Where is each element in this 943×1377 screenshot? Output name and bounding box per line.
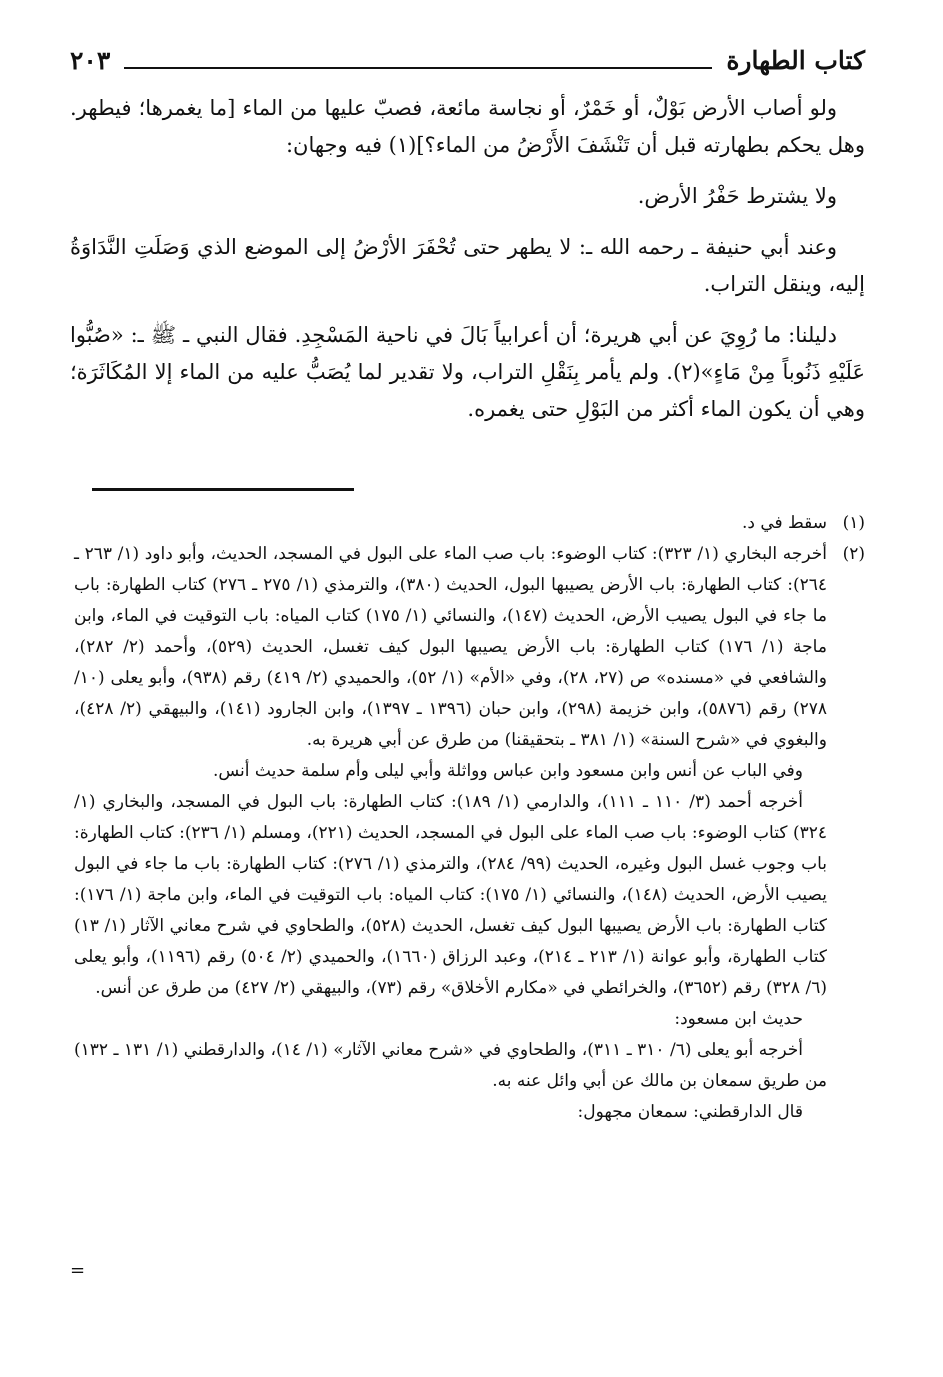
footnote-1 bbox=[74, 508, 865, 539]
main-text bbox=[70, 90, 865, 428]
footnote-2 bbox=[74, 539, 865, 756]
footnote-subheading: حديث ابن مسعود: bbox=[674, 1009, 803, 1029]
footnote-number: (١) bbox=[842, 513, 865, 533]
paragraph: وعند أبي حنيفة ـ رحمه الله ـ: لا يطهر حتى تُحْفَرَ الأرْضُ إلى الموضع الذي وَصَلَتِ النَّدَاوَةُ إليه، وينقل التراب. bbox=[70, 235, 865, 296]
footnote-paragraph: قال الدارقطني: سمعان مجهول: bbox=[577, 1102, 803, 1122]
page-number: ٢٠٣ bbox=[70, 45, 111, 75]
page-header bbox=[70, 40, 865, 80]
paragraph: ولا يشترط حَفْرُ الأرض. bbox=[637, 184, 837, 208]
footnote-paragraph: أخرجه أبو يعلى (٦/ ٣١٠ ـ ٣١١)، والطحاوي في «شرح معاني الآثار» (١/ ١٤)، والدارقطني (١/ ١٣١ ـ ١٣٢) من طريق سمعان بن مالك عن أبي وائل عنه به. bbox=[74, 1040, 827, 1091]
paragraph: ولو أصاب الأرض بَوْلٌ، أو خَمْرٌ، أو نجاسة مائعة، فصبّ عليها من الماء [ما يغمرها؛ فيطهر. وهل يحكم بطهارته قبل أن تَنْشَفَ الأَرْضُ من الماء؟](١) فيه وجهان: bbox=[70, 96, 865, 157]
footnote-separator bbox=[92, 488, 354, 491]
header-rule bbox=[124, 67, 712, 69]
continuation-mark: = bbox=[70, 1260, 86, 1281]
footnote-text: سقط في د. bbox=[741, 513, 827, 533]
footnote-number: (٢) bbox=[842, 544, 865, 564]
paragraph: دليلنا: ما رُوِيَ عن أبي هريرة؛ أن أعرابياً بَالَ في ناحية المَسْجِدِ. فقال النبي ـ ﷺ ـ: «صُبُّوا عَلَيْهِ ذَنُوباً مِنْ مَاءٍ»(٢). ولم يأمر بِنَقْلِ التراب، ولا تقدير لما يُصَبُّ عليه من الماء إلا المُكَاثَرَة؛ وهي أن يكون الماء أكثر من البَوْلِ حتى يغمره. bbox=[70, 323, 865, 421]
footnote-paragraph: أخرجه أحمد (٣/ ١١٠ ـ ١١١)، والدارمي (١/ ١٨٩): كتاب الطهارة: باب البول في المسجد، والبخاري (١/ ٣٢٤) كتاب الوضوء: باب صب الماء على البول في المسجد، الحديث (٢٢١)، ومسلم (١/ ٢٣٦): كتاب الطهارة: باب وجوب غسل البول وغيره، الحديث (٩٩/ ٢٨٤)، والترمذي (١/ ٢٧٦): كتاب الطهارة: باب ما جاء في البول يصيب الأرض، الحديث (١٤٨)، والنسائي (١/ ١٧٥): كتاب المياه: باب التوقيت في الماء، وابن ماجة (١/ ١٧٦): كتاب الطهارة: باب الأرض يصيبها البول كيف تغسل، الحديث (٥٢٨)، والطحاوي في شرح معاني الآثار (١/ ١٣) كتاب الطهارة، وأبو عوانة (١/ ٢١٣ ـ ٢١٤)، وعبد الرزاق (١٦٦٠)، والحميدي (٢/ ٥٠٤) رقم (١١٩٦)، وأبو يعلى (٦/ ٣٢٨) رقم (٣٦٥٢)، والخرائطي في «مكارم الأخلاق» رقم (٧٣)، والبيهقي (٢/ ٤٢٧) من طرق عن أنس. bbox=[74, 792, 827, 998]
footnote-text: أخرجه البخاري (١/ ٣٢٣): كتاب الوضوء: باب صب الماء على البول في المسجد، الحديث، وأبو داود (١/ ٢٦٣ ـ ٢٦٤): كتاب الطهارة: باب الأرض يصيبها البول، الحديث (٣٨٠)، والترمذي (١/ ٢٧٥ ـ ٢٧٦) كتاب الطهارة: باب ما جاء في البول يصيب الأرض، الحديث (١٤٧)، والنسائي (١/ ١٧٥) كتاب المياه: باب التوقيت في الماء، وابن ماجة (١/ ١٧٦) كتاب الطهارة: باب الأرض يصيبها البول كيف تغسل، الحديث (٥٢٩)، وأحمد (٢/ ٢٨٢)، والشافعي في «مسنده» ص (٢٧، ٢٨)، وفي «الأم» (١/ ٥٢)، والحميدي (٢/ ٤١٩) رقم (٩٣٨)، وأبو يعلى (١٠/ ٢٧٨) رقم (٥٨٧٦)، وابن خزيمة (٢٩٨)، وابن حبان (١٣٩٦ ـ ١٣٩٧)، وابن الجارود (١٤١)، والبيهقي (٢/ ٤٢٨)، والبغوي في «شرح السنة» (١/ ٣٨١ ـ بتحقيقنا) من طرق عن أبي هريرة به. bbox=[74, 544, 827, 750]
footnotes bbox=[74, 508, 865, 1128]
footnote-paragraph: وفي الباب عن أنس وابن مسعود وابن عباس وواثلة وأبي ليلى وأم سلمة حديث أنس. bbox=[212, 761, 803, 781]
book-title: كتاب الطهارة bbox=[726, 45, 865, 75]
